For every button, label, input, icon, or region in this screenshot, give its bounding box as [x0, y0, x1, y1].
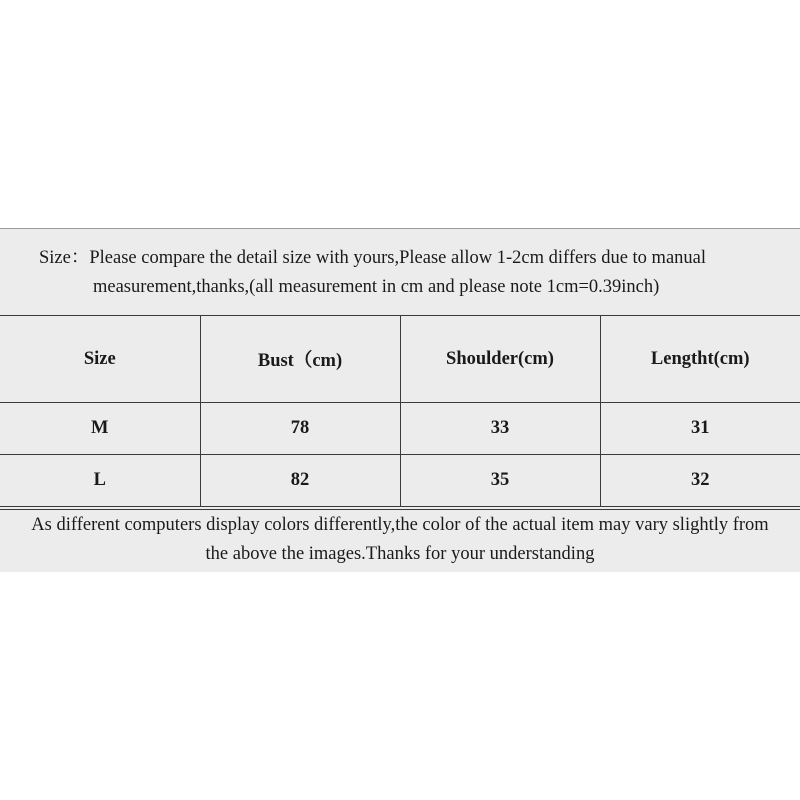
intro-line-1: Size：Please compare the detail size with yours,Please allow 1-2cm differs due to manual: [39, 248, 707, 268]
disclaimer-line-2: the above the images.Thanks for your understanding: [205, 544, 595, 564]
header-shoulder: Shoulder(cm): [400, 316, 600, 403]
table-header-row: [0, 316, 800, 403]
table-row: [0, 455, 800, 507]
header-size: Size: [0, 316, 200, 403]
disclaimer-line-1: As different computers display colors differently,the color of the actual item may vary slightly from: [31, 515, 769, 535]
cell-size: M: [0, 403, 200, 455]
size-table: [0, 315, 800, 507]
size-chart: [0, 228, 800, 572]
cell-shoulder: 35: [400, 455, 600, 507]
color-disclaimer: [0, 509, 800, 573]
cell-bust: 78: [200, 403, 400, 455]
header-bust: Bust（cm): [200, 316, 400, 403]
cell-length: 32: [600, 455, 800, 507]
table-row: [0, 403, 800, 455]
cell-size: L: [0, 455, 200, 507]
intro-line-2: measurement,thanks,(all measurement in cm and please note 1cm=0.39inch): [93, 277, 660, 297]
size-intro-note: [0, 229, 800, 316]
cell-bust: 82: [200, 455, 400, 507]
header-length: Lengtht(cm): [600, 316, 800, 403]
cell-length: 31: [600, 403, 800, 455]
cell-shoulder: 33: [400, 403, 600, 455]
